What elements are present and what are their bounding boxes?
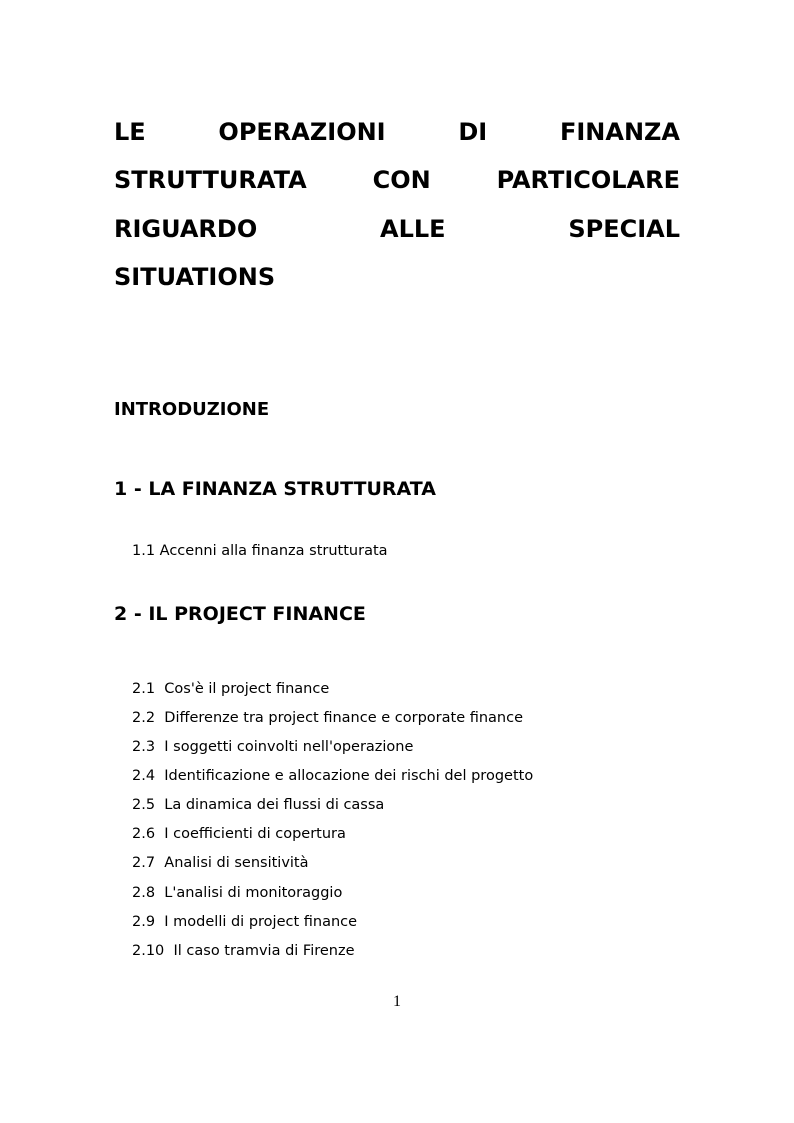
toc-item-2-10: 2.10 Il caso tramvia di Firenze [132, 943, 355, 959]
toc-item-2-2: 2.2 Differenze tra project finance e corporate finance [132, 710, 524, 726]
title-word: CON [372, 166, 431, 194]
title-word: RIGUARDO [114, 215, 258, 243]
toc-item-2-8: 2.8 L'analisi di monitoraggio [132, 885, 343, 901]
intro-heading: INTRODUZIONE [114, 399, 270, 420]
title-line-2 [114, 166, 680, 194]
toc-item-2-9: 2.9 I modelli di project finance [132, 914, 358, 930]
toc-item-2-3: 2.3 I soggetti coinvolti nell'operazione [132, 739, 414, 755]
title-line-1 [114, 118, 680, 146]
title-word: OPERAZIONI [218, 118, 386, 146]
section-1-heading: 1 - LA FINANZA STRUTTURATA [114, 478, 436, 500]
toc-item-2-5: 2.5 La dinamica dei flussi di cassa [132, 797, 385, 813]
toc-item-2-4: 2.4 Identificazione e allocazione dei rischi del progetto [132, 768, 534, 784]
title-word: STRUTTURATA [114, 166, 307, 194]
title-word: FINANZA [559, 118, 680, 146]
toc-item-2-7: 2.7 Analisi di sensitività [132, 855, 309, 871]
toc-item-1-1: 1.1 Accenni alla finanza strutturata [132, 543, 388, 559]
title-line-4 [114, 263, 680, 291]
title-word: DI [458, 118, 488, 146]
toc-item-2-1: 2.1 Cos'è il project finance [132, 681, 330, 697]
title-word: PARTICOLARE [496, 166, 680, 194]
section-2-heading: 2 - IL PROJECT FINANCE [114, 603, 366, 625]
title-line-3 [114, 215, 680, 243]
title-word: LE [114, 118, 146, 146]
title-word: ALLE [380, 215, 446, 243]
title-word: SPECIAL [568, 215, 680, 243]
title-word: SITUATIONS [114, 263, 276, 291]
toc-item-2-6: 2.6 I coefficienti di copertura [132, 826, 346, 842]
page-number: 1 [393, 993, 401, 1010]
